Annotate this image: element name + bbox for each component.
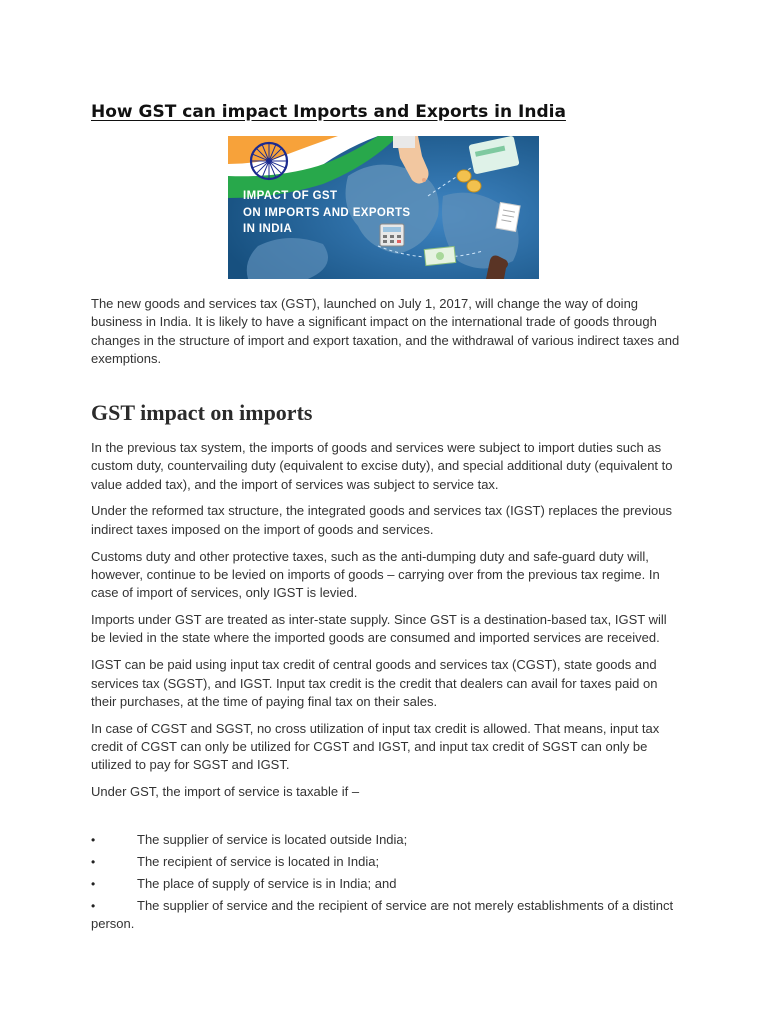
banner-image bbox=[228, 136, 539, 279]
list-intro: Under GST, the import of service is taxable if – bbox=[91, 784, 360, 800]
banknote-icon bbox=[423, 244, 459, 270]
list-item bbox=[91, 831, 683, 849]
bullet-icon: • bbox=[91, 854, 96, 869]
body-paragraph: Imports under GST are treated as inter-state supply. Since GST is a destination-based tax, IGST will be levied in the state where the imported goods are consumed and imported services are received. bbox=[91, 612, 667, 646]
body-paragraph: IGST can be paid using input tax credit of central goods and services tax (CGST), state goods and services tax (SGST), and IGST. Input tax credit is the credit that dealers can avail for taxes paid on their purchases, at the time of paying final tax on their sales. bbox=[91, 657, 658, 709]
body-paragraph: In case of CGST and SGST, no cross utilization of input tax credit is allowed. That means, input tax credit of CGST can only be utilized for CGST and IGST, and input tax credit of SGST can only be utilized to pay for SGST and IGST. bbox=[91, 720, 660, 773]
body-paragraph: Under the reformed tax structure, the integrated goods and services tax (IGST) replaces the previous indirect taxes imposed on the import of goods and services. bbox=[91, 503, 672, 537]
list-item bbox=[91, 875, 683, 893]
bullet-icon: • bbox=[91, 833, 96, 847]
section-heading: GST impact on imports bbox=[91, 400, 313, 425]
body-paragraph: In the previous tax system, the imports of goods and services were subject to import duties such as custom duty, countervailing duty (equivalent to excise duty), and special additional duty (equivalent to value added tax), and the import of services was subject to service tax. bbox=[91, 440, 673, 492]
document-title: How GST can impact Imports and Exports in India bbox=[91, 102, 566, 122]
ashoka-chakra-icon bbox=[248, 140, 290, 182]
receipt-icon bbox=[494, 200, 524, 236]
credit-card-icon bbox=[466, 136, 526, 176]
section-body bbox=[91, 439, 683, 810]
list-item-text: The supplier of service and the recipient of service are not merely establishments of a distinct person. bbox=[91, 897, 674, 932]
list-item-text: The place of supply of service is in India; and bbox=[137, 875, 397, 891]
list-item bbox=[91, 853, 683, 871]
banner-caption: IMPACT OF GST ON IMPORTS AND EXPORTS IN INDIA bbox=[243, 190, 411, 235]
bullet-icon: • bbox=[91, 876, 96, 891]
intro-paragraph: The new goods and services tax (GST), launched on July 1, 2017, will change the way of doing business in India. It is likely to have a significant impact on the international trade of goods through changes in the structure of import and export taxation, and the withdrawal of various indirect taxes and exemptions. bbox=[91, 296, 680, 366]
list-item-text: The recipient of service is located in India; bbox=[137, 853, 380, 869]
reaching-hand-icon bbox=[476, 246, 516, 279]
bullet-icon: • bbox=[91, 898, 96, 913]
body-paragraph: Customs duty and other protective taxes, such as the anti-dumping duty and safe-guard duty will, however, continue to be levied on imports of goods – carrying over from the previous tax regime. In case of import of services, only IGST is levied. bbox=[91, 548, 660, 601]
list-item bbox=[91, 897, 683, 934]
list-item-text: The supplier of service is located outside India; bbox=[137, 832, 408, 847]
bullet-list bbox=[91, 831, 683, 937]
pointing-hand-icon bbox=[388, 136, 448, 196]
